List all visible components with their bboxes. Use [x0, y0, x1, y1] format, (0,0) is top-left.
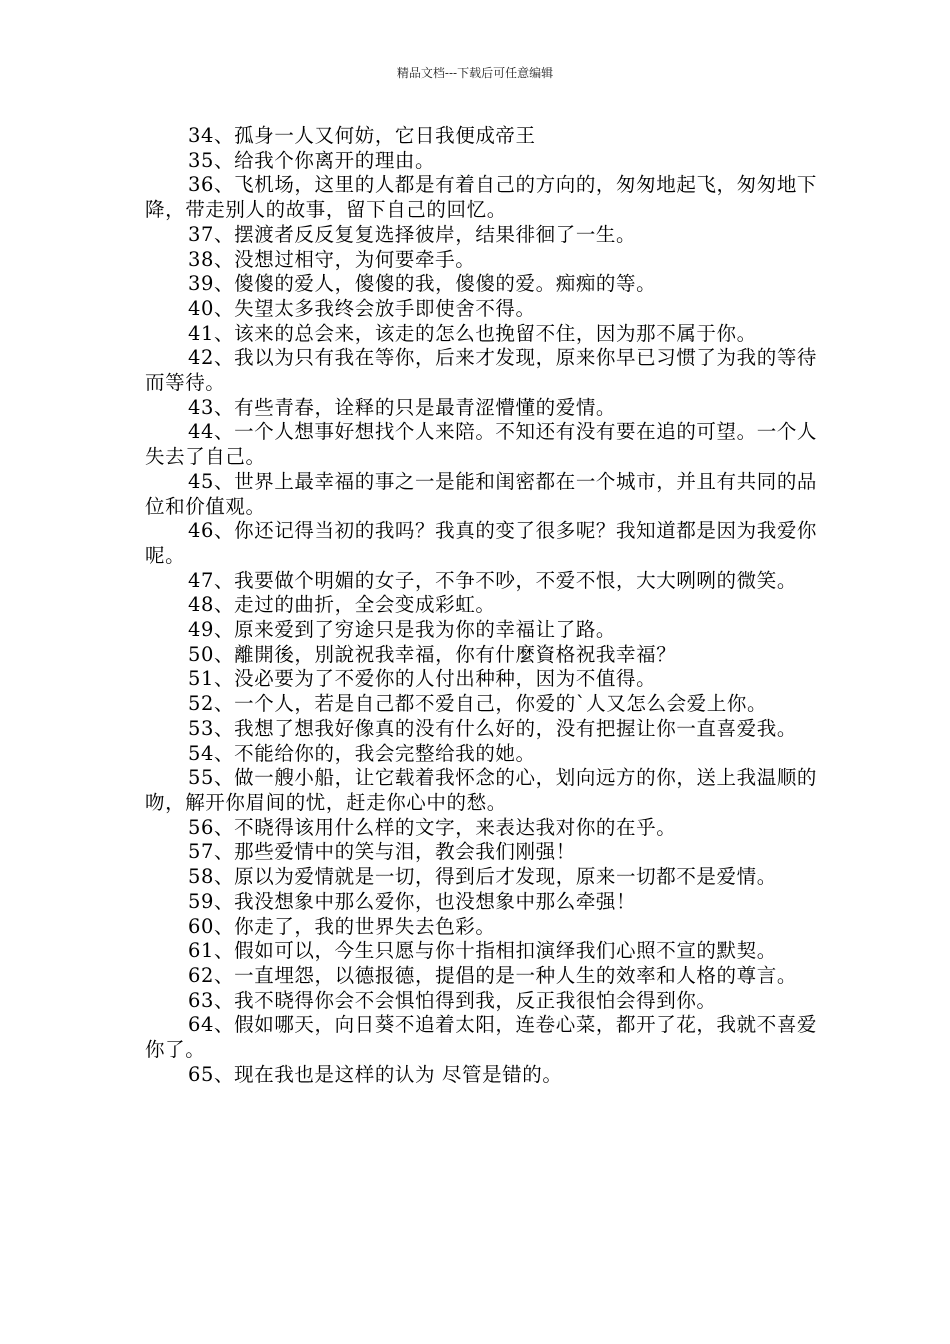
list-item: 48、走过的曲折，全会变成彩虹。: [188, 593, 496, 617]
list-item: 41、该来的总会来，该走的怎么也挽留不住，因为那不属于你。: [188, 321, 757, 345]
document-body: [145, 124, 820, 1087]
list-item: 55、做一艘小船，让它载着我怀念的心，划向远方的你，送上我温顺的吻，解开你眉间的忧，赶走你心中的愁。: [145, 766, 818, 814]
list-item: 61、假如可以，今生只愿与你十指相扣演绎我们心照不宣的默契。: [188, 939, 777, 963]
list-item: 59、我没想象中那么爱你，也没想象中那么牵强！: [188, 889, 637, 913]
list-item: 45、世界上最幸福的事之一是能和闺密都在一个城市，并且有共同的品位和价值观。: [145, 469, 818, 518]
list-item: 42、我以为只有我在等你，后来才发现，原来你早已习惯了为我的等待而等待。: [145, 346, 818, 395]
list-item: 49、原来爱到了穷途只是我为你的幸福让了路。: [188, 618, 617, 642]
list-item: 37、摆渡者反反复复选择彼岸，结果徘徊了一生。: [188, 222, 637, 246]
list-item: 54、不能给你的，我会完整给我的她。: [188, 741, 536, 765]
list-item: 52、一个人，若是自己都不爱自己，你爱的`人又怎么会爱上你。: [188, 692, 768, 716]
list-item: 62、一直埋怨，以德报德，提倡的是一种人生的效率和人格的尊言。: [188, 963, 797, 987]
list-item: 53、我想了想我好像真的没有什么好的，没有把握让你一直喜爱我。: [188, 716, 797, 740]
list-item: 47、我要做个明媚的女子，不争不吵，不爱不恨，大大咧咧的微笑。: [188, 568, 797, 592]
list-item: 36、飞机场，这里的人都是有着自己的方向的，匆匆地起飞，匆匆地下降，带走别人的故事，留下自己的回忆。: [145, 173, 818, 222]
list-item: 60、你走了，我的世界失去色彩。: [188, 914, 496, 938]
list-item: 46、你还记得当初的我吗？我真的变了很多呢？我知道都是因为我爱你呢。: [145, 519, 818, 567]
list-item: 50、離開後，別說祝我幸福，你有什麼資格祝我幸福？: [188, 642, 677, 666]
list-item: 34、孤身一人又何妨，它日我便成帝王: [188, 124, 536, 147]
page-header: 精品文档---下载后可任意编辑: [396, 66, 554, 80]
list-item: 40、失望太多我终会放手即使舍不得。: [188, 296, 536, 320]
list-item: 58、原以为爱情就是一切，得到后才发现，原来一切都不是爱情。: [188, 865, 777, 889]
list-item: 44、一个人想事好想找个人来陪。不知还有没有要在追的可望。一个人失去了自己。: [145, 420, 818, 469]
list-item: 51、没必要为了不爱你的人付出种种，因为不值得。: [188, 667, 657, 691]
list-item: 63、我不晓得你会不会惧怕得到我，反正我很怕会得到你。: [188, 988, 717, 1012]
list-item: 64、假如哪天，向日葵不追着太阳，连卷心菜，都开了花，我就不喜爱你了。: [145, 1013, 818, 1062]
list-item: 57、那些爱情中的笑与泪，教会我们刚强！: [188, 840, 576, 864]
list-item: 39、傻傻的爱人，傻傻的我，傻傻的爱。痴痴的等。: [188, 272, 657, 296]
list-item: 65、现在我也是这样的认为 尽管是错的。: [188, 1062, 563, 1086]
list-item: 43、有些青春，诠释的只是最青涩懵懂的爱情。: [188, 395, 617, 419]
list-item: 38、没想过相守，为何要牵手。: [188, 247, 476, 271]
list-item: 35、给我个你离开的理由。: [188, 148, 436, 172]
list-item: 56、不晓得该用什么样的文字，来表达我对你的在乎。: [188, 815, 677, 839]
